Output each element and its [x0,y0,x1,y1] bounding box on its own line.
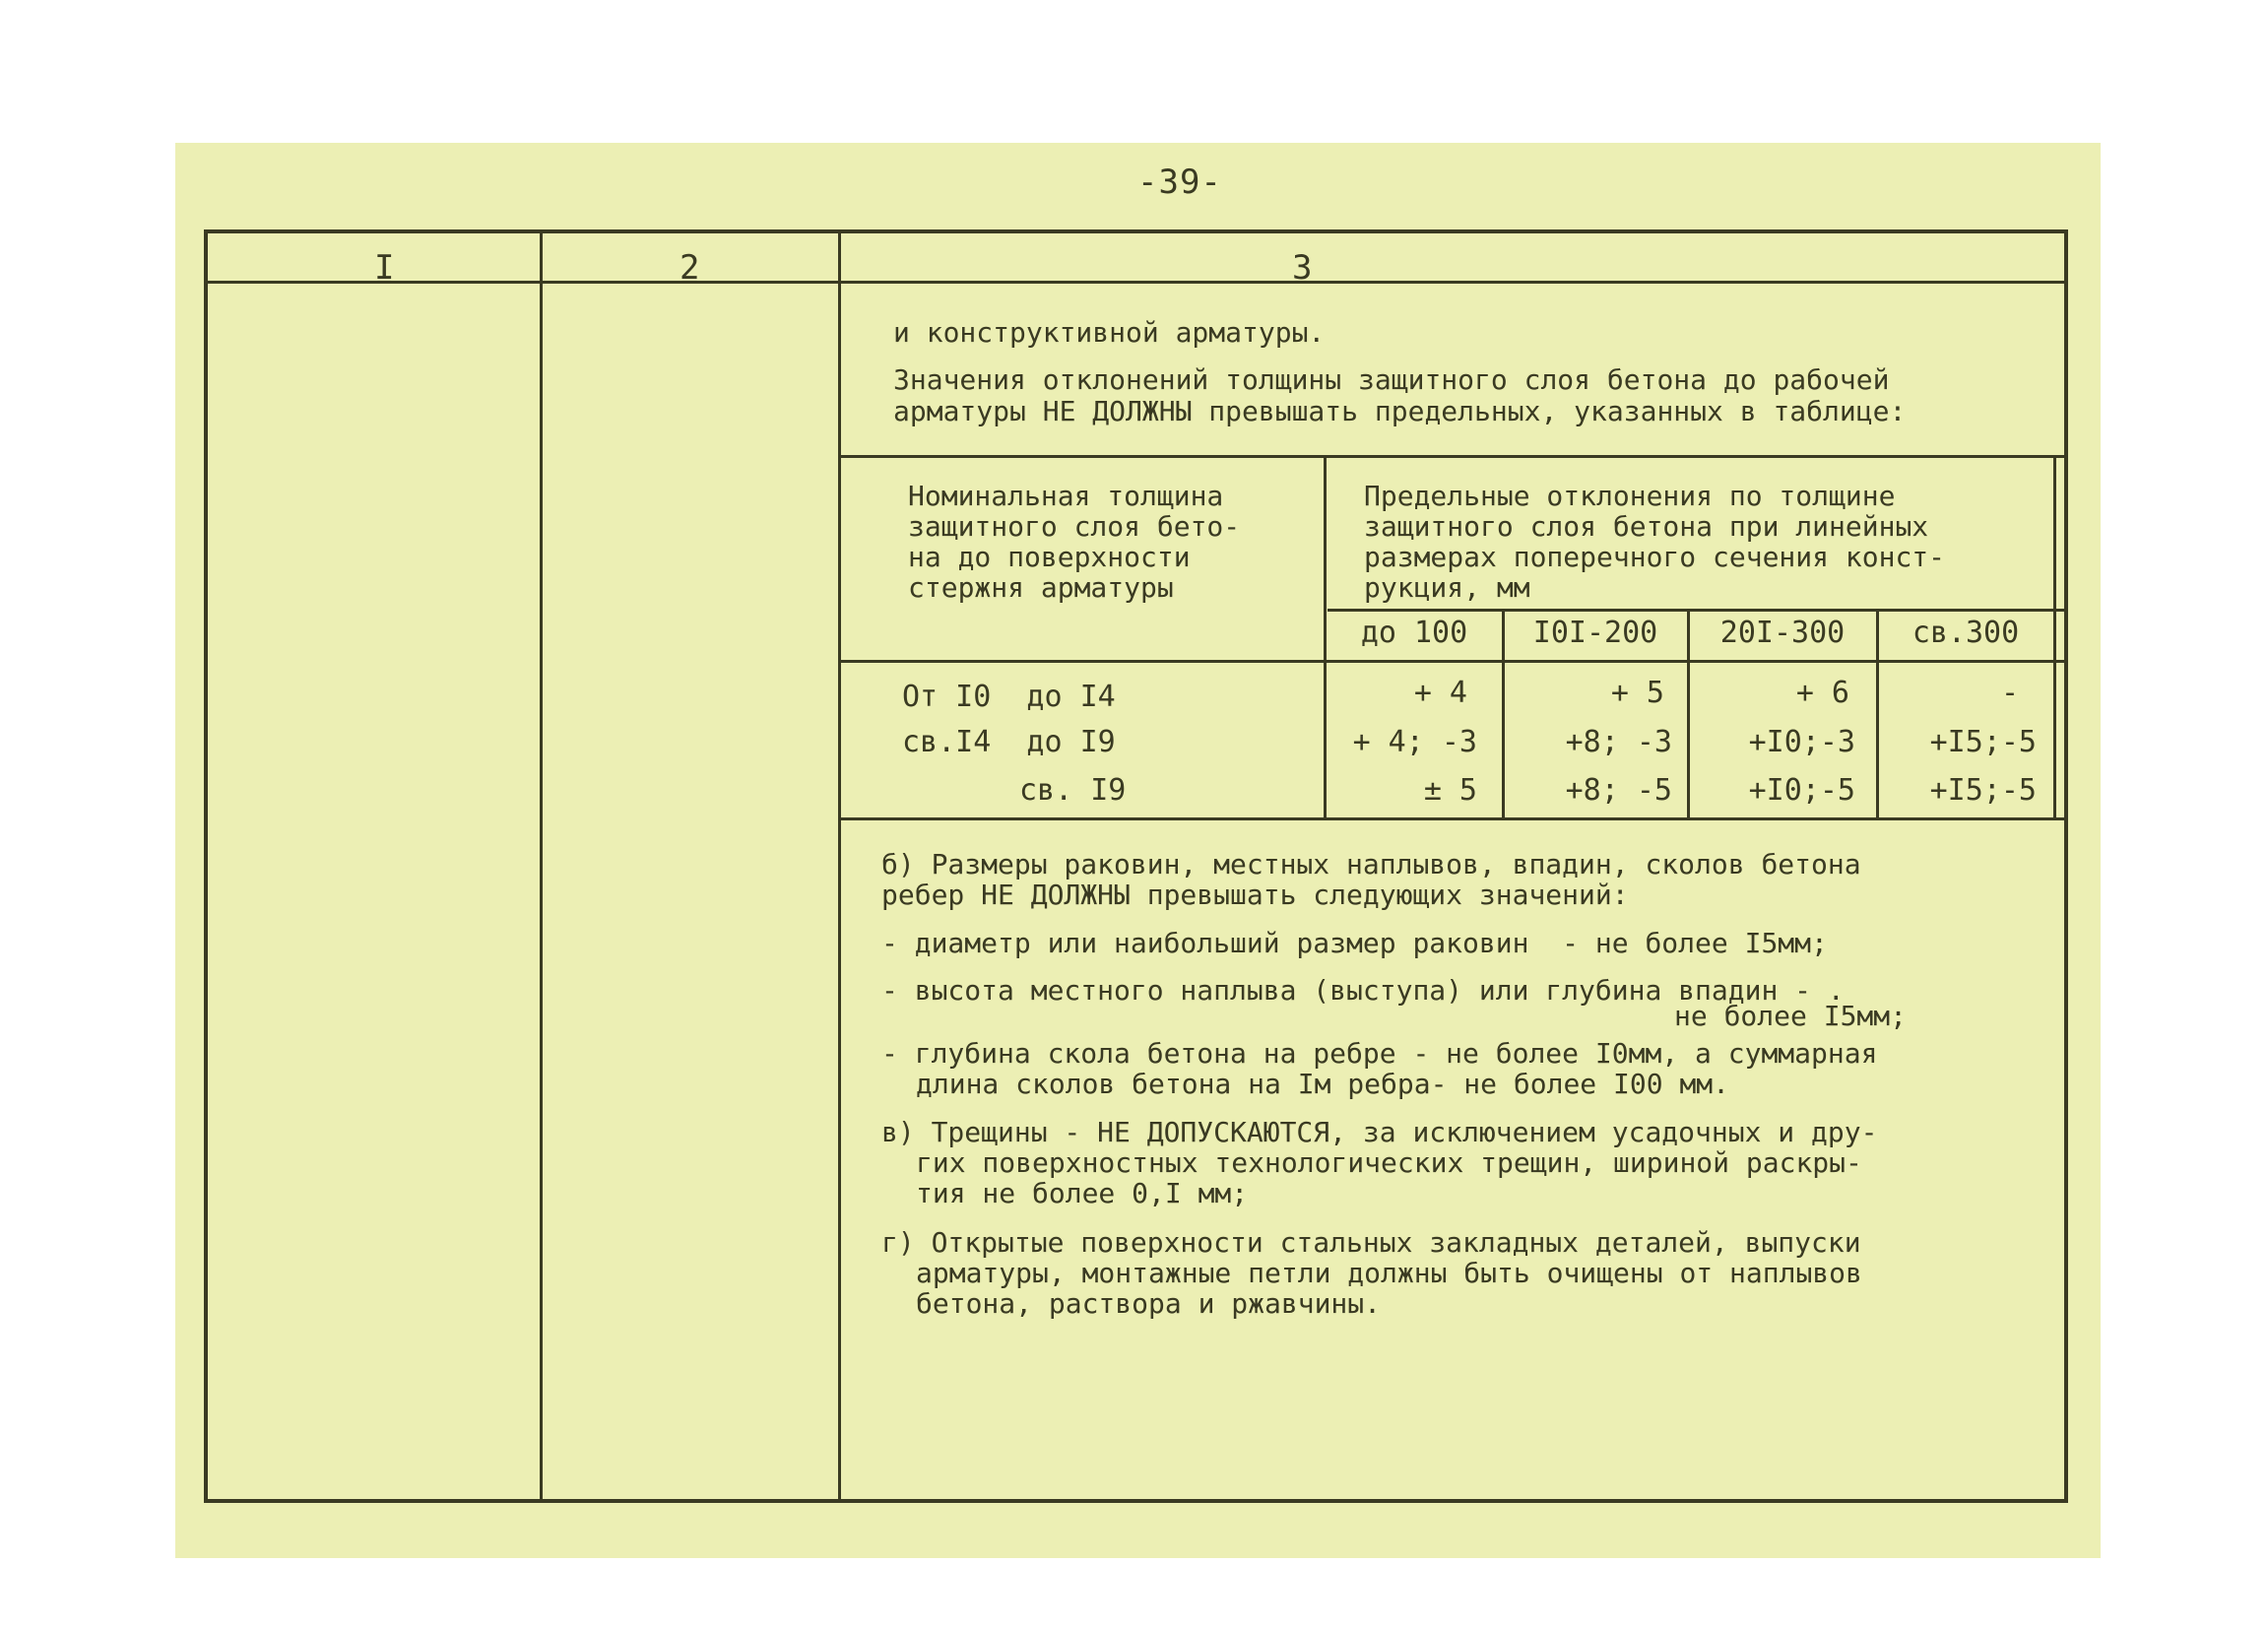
inner-divider-right [2053,455,2056,820]
section-g-line-3: бетона, раствора и ржавчины. [916,1287,1382,1320]
section-g-line-2: арматуры, монтажные петли должны быть очищены от наплывов [916,1257,1862,1289]
row-value: +I5;-5 [1929,773,2037,808]
row-value: +8; -5 [1565,773,1672,808]
row-value: +I0;-3 [1748,725,1855,759]
section-b-item-3-line-2: длина сколов бетона на Iм ребра- не более I00 мм. [916,1068,1730,1100]
tolerance-header-deviation: Предельные отклонения по толщине защитного слоя бетона при линейных размерах поперечного сечения конст- рукция, мм [1364,480,1946,604]
inner-table-top [838,455,2068,458]
header-rule [204,281,2068,284]
inner-divider-c [1876,609,1879,820]
section-b-item-2-line-1: - высота местного наплыва (выступа) или глубина впадин - . [881,974,1845,1007]
column-header-2: 2 [680,248,700,288]
row-label: От I0 до I4 [902,680,1116,714]
section-v-line-1: в) Трещины - НЕ ДОПУСКАЮТСЯ, за исключением усадочных и дру- [881,1116,1878,1148]
subheader-up-to-100: до 100 [1360,616,1468,650]
intro-line-1: и конструктивной арматуры. [893,316,1326,349]
row-value: + 5 [1610,676,1664,710]
section-b-item-2-line-2: не более I5мм; [1674,1000,1908,1032]
column-header-3: 3 [1292,248,1313,288]
subheader-201-300: 20I-300 [1719,616,1846,650]
row-value: + 4; -3 [1352,725,1477,759]
subheader-over-300: св.300 [1912,616,2020,650]
row-value: +8; -3 [1565,725,1672,759]
row-value: + 4 [1413,676,1467,710]
section-b-line-1: б) Размеры раковин, местных наплывов, впадин, сколов бетона [881,848,1861,880]
tolerance-header-nominal: Номинальная толщина защитного слоя бето- на до поверхности стержня арматуры [908,480,1241,604]
inner-divider-label [1324,455,1327,820]
section-v-line-2: гих поверхностных технологических трещин, шириной раскры- [916,1146,1862,1179]
section-v-line-3: тия не более 0,I мм; [916,1177,1249,1209]
row-label: св.I4 до I9 [902,725,1116,759]
column-divider-2 [838,229,841,1503]
section-b-line-2: ребер НЕ ДОЛЖНЫ превышать следующих значений: [881,879,1629,911]
row-value: +I0;-5 [1748,773,1855,808]
intro-line-2: Значения отклонений толщины защитного слоя бетона до рабочей [893,363,1890,396]
inner-divider-a [1502,609,1505,820]
page-number: -39- [1137,163,1222,202]
inner-header-bottom [838,660,2068,663]
row-value: ± 5 [1423,773,1477,808]
column-header-1: I [374,248,395,288]
subheader-101-200: I0I-200 [1532,616,1658,650]
section-b-item-3-line-1: - глубина скола бетона на ребре - не более I0мм, а суммарная [881,1037,1878,1070]
subheader-rule [1328,609,2068,612]
column-divider-1 [540,229,543,1503]
intro-line-3: арматуры НЕ ДОЛЖНЫ превышать предельных, указанных в таблице: [893,395,1907,427]
section-g-line-1: г) Открытые поверхности стальных закладных деталей, выпуски [881,1226,1861,1259]
row-value: + 6 [1795,676,1849,710]
inner-divider-b [1687,609,1690,820]
row-label: св. I9 [1019,773,1127,808]
section-b-item-1: - диаметр или наибольший размер раковин - не более I5мм; [881,927,1828,959]
inner-table-bottom [838,817,2068,820]
row-value: +I5;-5 [1929,725,2037,759]
row-value: - [2000,676,2019,710]
